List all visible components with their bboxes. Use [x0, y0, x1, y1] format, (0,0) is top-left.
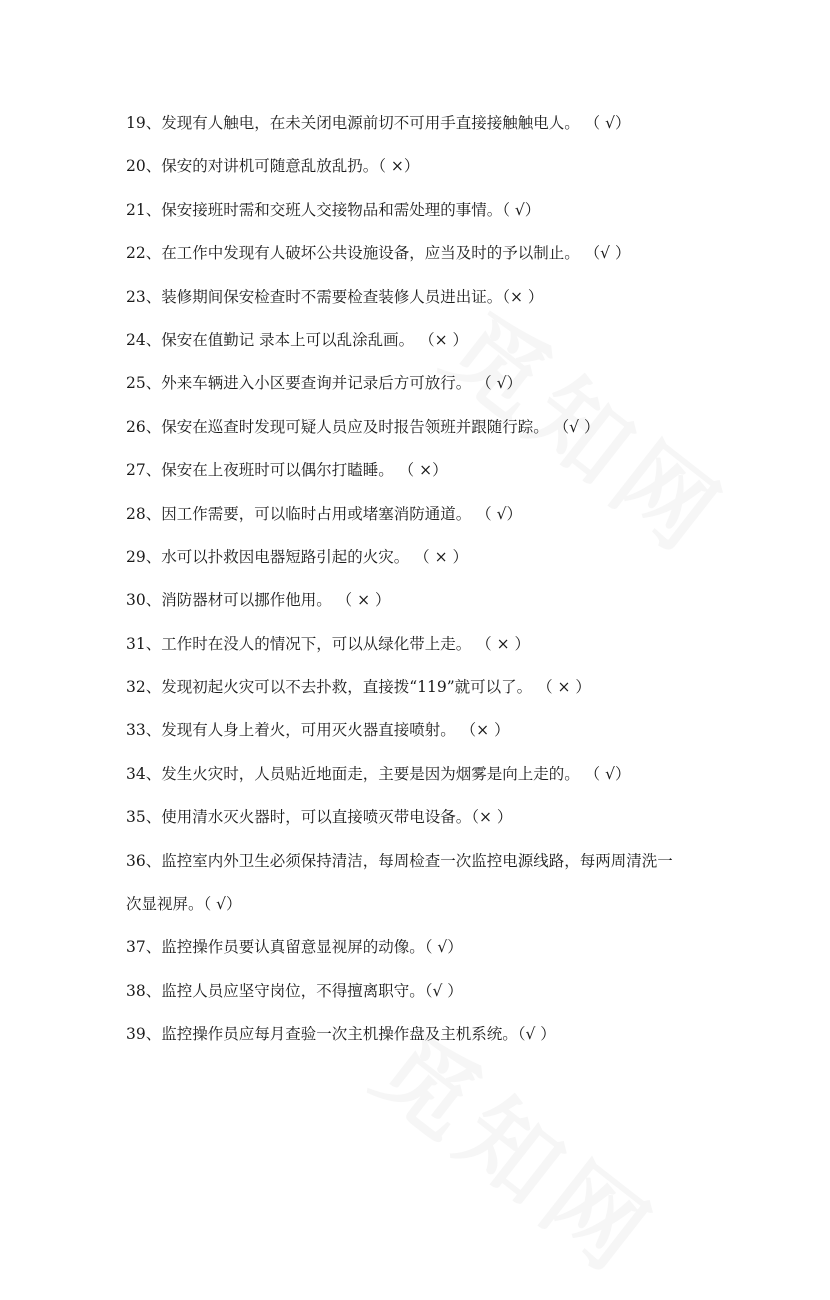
question-line: 28、因工作需要，可以临时占用或堵塞消防通道。 （ √）	[126, 504, 522, 523]
question-line: 37、监控操作员要认真留意显视屏的动像。（ √）	[126, 938, 463, 957]
question-line: 33、发现有人身上着火，可用灭火器直接喷射。 （× ）	[126, 721, 510, 740]
question-line: 19、发现有人触电，在未关闭电源前切不可用手直接接触触电人。 （ √）	[126, 114, 631, 132]
question-line: 29、水可以扑救因电器短路引起的火灾。 （ × ）	[126, 547, 468, 566]
question-line: 32、发现初起火灾可以不去扑救，直接拨“119”就可以了。 （ × ）	[126, 678, 591, 697]
question-line: 21、保安接班时需和交班人交接物品和需处理的事情。（ √）	[126, 200, 541, 219]
question-line: 39、监控操作员应每月查验一次主机操作盘及主机系统。（√ ）	[126, 1025, 556, 1044]
question-line: 26、保安在巡查时发现可疑人员应及时报告领班并跟随行踪。 （√ ）	[126, 417, 600, 436]
question-line: 34、发生火灾时，人员贴近地面走，主要是因为烟雾是向上走的。 （ √）	[126, 764, 631, 783]
question-line: 36、监控室内外卫生必须保持清洁，每周检查一次监控电源线路，每两周清洗一	[126, 851, 673, 870]
question-line: 35、使用清水灭火器时，可以直接喷灭带电设备。（× ）	[126, 808, 513, 827]
question-line-continuation: 次显视屏。（ √）	[126, 895, 242, 914]
question-line: 31、工作时在没人的情况下，可以从绿化带上走。 （ × ）	[126, 634, 530, 653]
question-line: 30、消防器材可以挪作他用。 （ × ）	[126, 591, 391, 610]
question-list	[126, 110, 716, 1065]
question-line: 38、监控人员应坚守岗位，不得擅离职守。（√ ）	[126, 981, 463, 1000]
question-line: 25、外来车辆进入小区要查询并记录后方可放行。 （ √）	[126, 374, 522, 393]
question-line: 22、在工作中发现有人破坏公共设施设备，应当及时的予以制止。 （√ ）	[126, 244, 631, 263]
question-line: 23、装修期间保安检查时不需要检查装修人员进出证。（× ）	[126, 287, 544, 306]
question-line: 24、保安在值勤记 录本上可以乱涂乱画。 （× ）	[126, 330, 468, 349]
question-line: 20、保安的对讲机可随意乱放乱扔。（ ×）	[126, 157, 420, 176]
question-line: 27、保安在上夜班时可以偶尔打瞌睡。 （ ×）	[126, 461, 448, 480]
